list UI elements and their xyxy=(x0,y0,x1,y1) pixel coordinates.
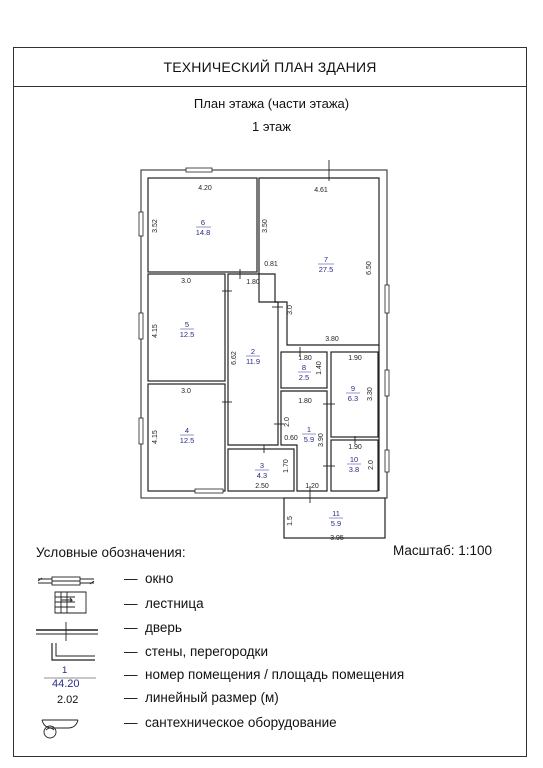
room-number: 9 xyxy=(350,384,356,393)
room-number: 6 xyxy=(200,218,206,227)
legend-item-walls: — стены, перегородки xyxy=(124,644,268,659)
dimension: 3.95 xyxy=(330,535,344,542)
dimension: 1.5 xyxy=(287,516,294,526)
legend-sample-room-number: 1 xyxy=(62,665,68,676)
dimension: 3.52 xyxy=(152,219,159,233)
room-area: 3.8 xyxy=(348,465,360,474)
room-number: 7 xyxy=(323,255,329,264)
dimension: 4.15 xyxy=(152,430,159,444)
room-area: 6.3 xyxy=(347,394,359,403)
dimension: 4.61 xyxy=(314,187,328,194)
legend-label: окно xyxy=(145,571,174,586)
dimension: 1.40 xyxy=(316,361,323,375)
plumbing-legend-icon xyxy=(42,720,78,738)
room-area: 27.5 xyxy=(318,265,334,274)
legend-item-dimension: — линейный размер (м) xyxy=(124,690,279,705)
dimension: 0.81 xyxy=(264,261,278,268)
room-number: 10 xyxy=(349,455,359,464)
window-icon xyxy=(385,285,389,313)
dimension: 0.60 xyxy=(284,435,298,442)
room-number: 5 xyxy=(184,320,190,329)
dimension: 3.90 xyxy=(318,433,325,447)
dimension: 2.0 xyxy=(368,460,375,470)
dimension: 4.20 xyxy=(198,185,212,192)
stairs-legend-icon xyxy=(55,592,86,613)
doors xyxy=(222,160,355,503)
legend-symbols xyxy=(36,577,98,738)
room-number: 2 xyxy=(250,347,256,356)
document-title: ТЕХНИЧЕСКИЙ ПЛАН ЗДАНИЯ xyxy=(163,59,377,75)
room-area: 5.9 xyxy=(330,519,342,528)
room-number: 1 xyxy=(306,425,312,434)
dimension: 2.0 xyxy=(284,417,291,427)
room-area: 4.3 xyxy=(256,471,268,480)
legend-item-room-number: — номер помещения / площадь помещения xyxy=(124,667,405,682)
legend-label: номер помещения / площадь помещения xyxy=(145,667,405,682)
room-area: 2.5 xyxy=(298,373,310,382)
dimension: 3.0 xyxy=(287,305,294,315)
dimension: 3.30 xyxy=(367,387,374,401)
dimension: 3.80 xyxy=(325,336,339,343)
plan-subtitle: План этажа (части этажа) xyxy=(193,96,350,111)
room-number: 4 xyxy=(184,426,190,435)
legend-item-plumbing: — сантехническое оборудование xyxy=(124,715,337,730)
room-area: 11.9 xyxy=(245,357,261,366)
dimension: 1.90 xyxy=(348,444,362,451)
legend-label: линейный размер (м) xyxy=(145,690,279,705)
window-icon xyxy=(139,418,143,444)
dimension: 3.50 xyxy=(262,219,269,233)
room-number: 8 xyxy=(301,363,307,372)
dimension: 1.80 xyxy=(298,398,312,405)
dimension: 6.50 xyxy=(366,261,373,275)
room-area: 12.5 xyxy=(179,436,195,445)
window-icon xyxy=(139,313,143,339)
dimension: 4.15 xyxy=(152,324,159,338)
room-area: 14.8 xyxy=(195,228,211,237)
room-area: 5.9 xyxy=(303,435,315,444)
dimension: 1.80 xyxy=(298,355,312,362)
floor-label: 1 этаж xyxy=(252,119,291,134)
legend-label: стены, перегородки xyxy=(145,644,268,659)
legend-label: сантехническое оборудование xyxy=(145,715,337,730)
dimension: 3.0 xyxy=(181,388,191,395)
legend-item-window: — окно xyxy=(124,571,174,586)
dimension-labels xyxy=(152,185,375,542)
legend-heading: Условные обозначения: xyxy=(36,545,186,560)
legend-sample-dimension: 2.02 xyxy=(57,694,79,706)
door-legend-icon xyxy=(36,622,98,641)
room-number: 3 xyxy=(259,461,265,470)
legend-item-door: — дверь xyxy=(124,620,182,635)
room-area: 12.5 xyxy=(179,330,195,339)
dimension: 1.80 xyxy=(246,279,260,286)
scale-label: Масштаб: 1:100 xyxy=(393,543,493,558)
room-number: 11 xyxy=(332,509,340,518)
window-legend-icon xyxy=(38,577,94,585)
dimension: 1.70 xyxy=(283,459,290,473)
window-icon xyxy=(186,168,212,172)
legend-sample-area: 44.20 xyxy=(52,678,80,690)
dimension: 1.90 xyxy=(348,355,362,362)
legend-label: дверь xyxy=(145,620,182,635)
legend-label: лестница xyxy=(145,596,204,611)
dimension: 2.50 xyxy=(255,483,269,490)
walls-legend-icon xyxy=(52,643,95,660)
dimension: 3.0 xyxy=(181,278,191,285)
window-icon xyxy=(139,212,143,236)
window-icon xyxy=(385,450,389,472)
window-icon xyxy=(385,370,389,396)
dimension: 1.20 xyxy=(305,483,319,490)
legend-item-stairs: — лестница xyxy=(124,596,204,611)
dimension: 6.62 xyxy=(231,351,238,365)
window-icon xyxy=(195,489,223,493)
